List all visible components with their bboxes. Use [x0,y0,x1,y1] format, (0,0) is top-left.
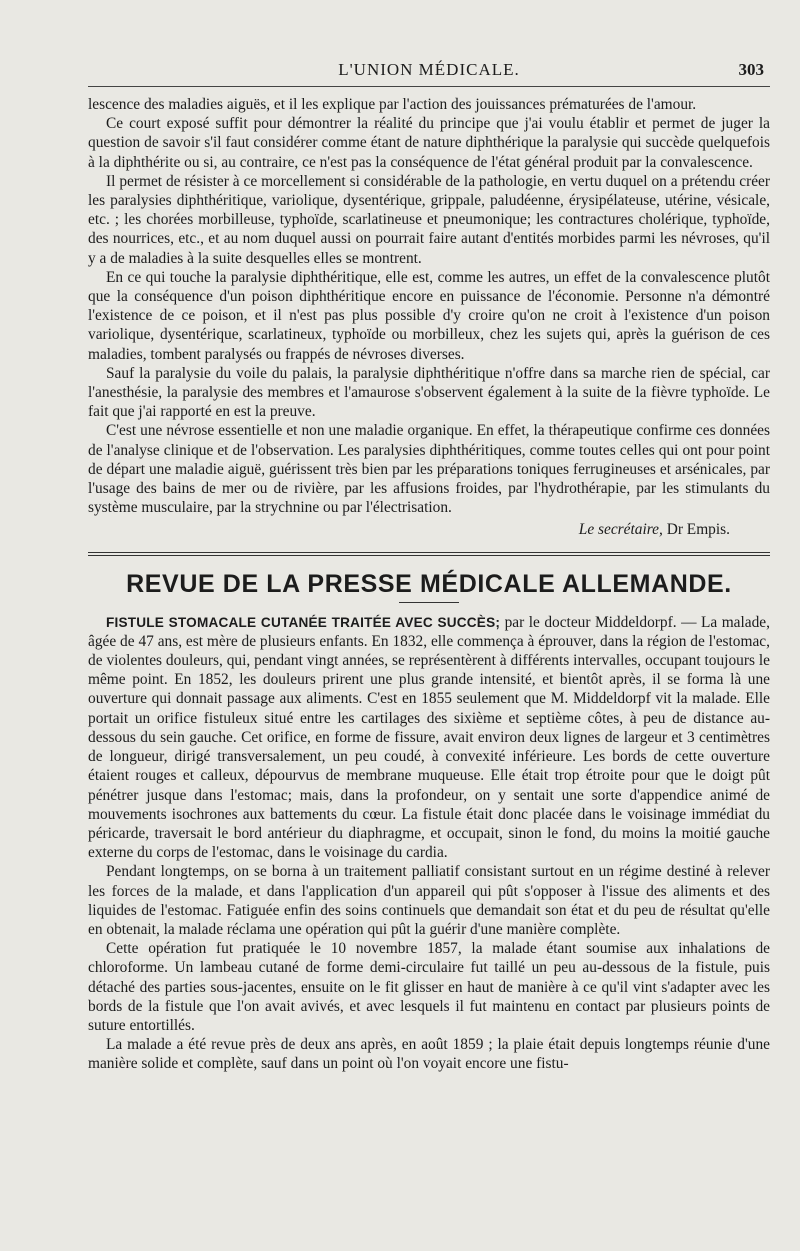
paragraph: Pendant longtemps, on se borna à un traitement palliatif consistant surtout en un régime destiné à relever les forces de la malade, et dans l'application d'un appareil qui pût s'opposer à l'issue des aliments et des liquides de l'estomac. Fatiguée enfin des soins continuels que demandait son état et du peu de résultat qu'elle en obtenait, la malade réclama une opération qui pût la guérir d'une manière complète. [88,863,770,938]
article-conclusion [88,95,770,540]
journal-title: L'UNION MÉDICALE. [338,60,520,79]
running-header [88,56,770,87]
paragraph-text: par le docteur Middeldorpf. — La malade, âgée de 47 ans, est mère de plusieurs enfants. En 1832, elle commença à éprouver, dans la région de l'estomac, de violentes douleurs, qui, pendant vingt années, se représentèrent à différents intervalles, occupant toujours le même point. En 1852, les douleurs prirent une plus grande intensité, et bientôt après, il se forma là une ouverture qui donnait passage aux aliments. C'est en 1855 seulement que M. Middeldorpf vit la malade. Elle portait un orifice fistuleux situé entre les cartilages des sixième et septième côtes, à peu de distance au-dessous du sein gauche. Cet orifice, en forme de fissure, avait environ deux lignes de largeur et 3 centimètres de longueur, dirigé transversalement, un peu coudé, à convexité inférieure. Les bords de cette ouverture étaient rouges et calleux, dépourvus de membrane muqueuse. Elle était trop étroite pour que le doigt pût pénétrer jusque dans l'estomac; mais, dans la profondeur, on y sentait une sorte d'appendice animé de mouvements isochrones aux battements du cœur. La fistule était donc placée dans le voisinage immédiat du péricarde, traversait le bord antérieur du diaphragme, et occupait, sinon le fond, du moins la moitié gauche externe du corps de l'estomac, dans le voisinage du cardia. [88,613,770,862]
paragraph: Cette opération fut pratiquée le 10 novembre 1857, la malade étant soumise aux inhalations de chloroforme. Un lambeau cutané de forme demi-circulaire fut taillé un peu au-dessous de la fistule, puis détaché des parties sous-jacentes, ensuite on le fit glisser en haut de manière à ce qu'il vint s'adapter avec les bords de la fistule que l'on avait avivés, et avec lesquels il fut maintenu en contact par plusieurs points de suture entortillés. [88,940,770,1034]
signature-name: Dr Empis. [666,521,730,539]
paragraph: En ce qui touche la paralysie diphthéritique, elle est, comme les autres, un effet de la convalescence plutôt que la conséquence d'un poison diphthéritique encore en puissance de l'économie. Personne n'a démontré l'existence de ce poison, et il n'est pas plus possible d'y croire qu'on ne croit à l'existence d'un poison variolique, dysentérique, scarlatineux, typhoïde ou morbilleux, chez les sujets qui, après la guérison de ces maladies, tombent paralysés ou frappés de névroses diverses. [88,268,770,363]
case-title: FISTULE STOMACALE CUTANÉE TRAITÉE AVEC SUCCÈS; [106,614,501,630]
paragraph: C'est une névrose essentielle et non une maladie organique. En effet, la thérapeutique confirme ces données de l'analyse clinique et de l'observation. Les paralysies diphthéritiques, comme toutes celles qui ont pour point de départ une maladie aiguë, guérissent très bien par les préparations toniques ferrugineuses et arsénicales, par l'usage des bains de mer ou de rivière, par les affusions froides, par l'hydrothérapie, par les stimulants du système musculaire, par la strychnine ou par l'électrisation. [88,422,770,517]
paragraph: Sauf la paralysie du voile du palais, la paralysie diphthéritique n'offre dans sa marche rien de spécial, car l'anesthésie, la paralysie des membres et l'amaurose s'observent également à la suite de la fièvre typhoïde. Le fait que j'ai rapporté en est la preuve. [88,364,770,421]
paragraph: Ce court exposé suffit pour démontrer la réalité du principe que j'ai voulu établir et permet de juger la question de savoir s'il faut considérer comme étant de nature diphthérique la paralysie qui succède quelquefois à la diphthérite ou si, au contraire, ce n'est pas la conséquence de l'état général produit par la convalescence. [88,115,770,171]
signature [88,520,770,539]
heading-rule [399,602,459,603]
signature-role: Le secrétaire, [578,521,663,539]
paragraph: lescence des maladies aiguës, et il les explique par l'action des jouissances prématurées de l'amour. [88,96,697,113]
paragraph: Il permet de résister à ce morcellement si considérable de la pathologie, en vertu duquel on a prétendu créer les paralysies diphthéritique, variolique, dysentérique, grippale, paludéenne, érysipélateuse, utérine, vésicale, etc. ; les chorées morbilleuse, typhoïde, scarlatineuse et pneumonique; les contractures cholérique, typhoïde, des nourrices, etc., et au nom duquel aussi on pourrait faire autant d'entités morbides parmi les névroses, qu'il y a de maladies à la suite desquelles elles se montrent. [88,172,770,267]
section-heading: REVUE DE LA PRESSE MÉDICALE ALLEMANDE. [126,569,732,598]
paragraph: La malade a été revue près de deux ans après, en août 1859 ; la plaie était depuis longtemps réunie d'une manière solide et complète, sauf dans un point où l'on voyait encore une fistu- [88,1036,770,1073]
press-review [88,613,770,1074]
paragraph [88,613,770,863]
page-number: 303 [738,60,764,79]
section-divider [88,552,770,556]
